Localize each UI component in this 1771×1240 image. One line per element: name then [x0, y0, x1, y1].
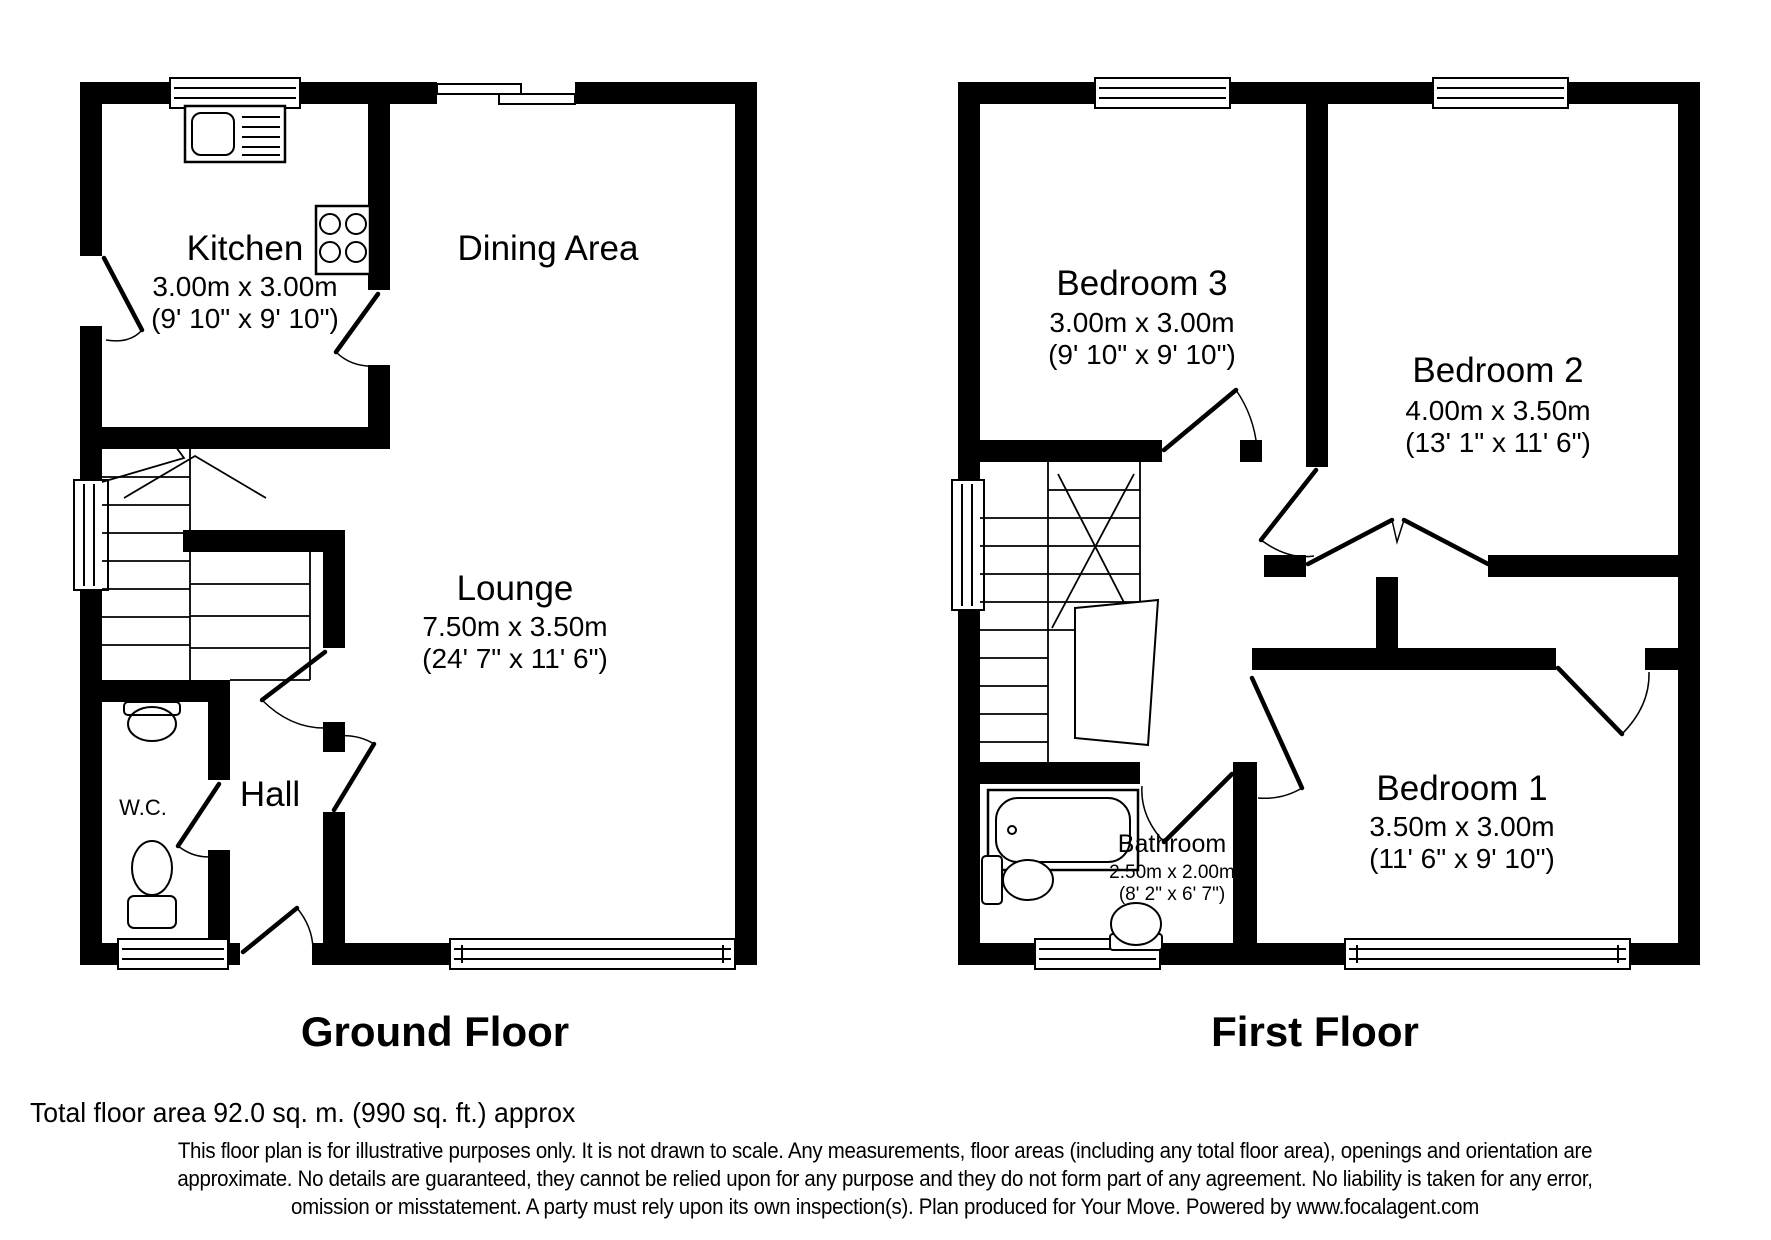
stairs-door — [262, 652, 325, 728]
hall-side-window — [74, 480, 108, 590]
bathroom-metric: 2.50m x 2.00m — [1109, 862, 1235, 883]
bath — [988, 790, 1138, 870]
bedroom2-metric: 4.00m x 3.50m — [1405, 395, 1591, 426]
ground-floor-plan — [74, 78, 757, 1055]
front-door — [243, 908, 313, 952]
ground-floor-walls — [80, 82, 757, 965]
bedroom2-imperial: (13' 1" x 11' 6") — [1405, 427, 1591, 458]
kitchen-metric: 3.00m x 3.00m — [152, 271, 338, 302]
dining-label — [458, 229, 639, 268]
lounge-metric: 7.50m x 3.50m — [422, 611, 608, 642]
wc-window — [118, 939, 228, 969]
disclaimer-line-3: omission or misstatement. A party must rely upon its own inspection(s). Plan produced for Your Move. Powered by www.focalagent.com — [291, 1194, 1479, 1220]
wc-name: W.C. — [119, 795, 167, 820]
bedroom2-window — [1433, 78, 1568, 108]
wc-toilet — [128, 841, 176, 928]
back-door — [104, 258, 142, 341]
kitchen-label — [151, 229, 339, 334]
disclaimer-line-1: This floor plan is for illustrative purposes only. It is not drawn to scale. Any measurements, floor areas (including any total floor area), openings and orientation are — [177, 1138, 1593, 1164]
bathroom-imperial: (8' 2" x 6' 7") — [1118, 884, 1226, 905]
first-floor-plan — [952, 78, 1700, 1055]
bedroom2-door — [1261, 470, 1316, 557]
bathroom-basin — [1110, 903, 1162, 950]
kitchen-sink — [185, 106, 285, 162]
bedroom1-label — [1369, 769, 1555, 874]
bedroom1-metric: 3.50m x 3.00m — [1369, 811, 1555, 842]
dining-patio-door — [437, 82, 575, 104]
bedroom1-door — [1252, 678, 1302, 798]
cupboard-double-doors — [1308, 520, 1488, 564]
first-floor-stairs — [980, 462, 1158, 762]
bedroom1-imperial: (11' 6" x 9' 10") — [1369, 843, 1555, 874]
kitchen-imperial: (9' 10" x 9' 10") — [151, 303, 339, 334]
bedroom3-metric: 3.00m x 3.00m — [1049, 307, 1235, 338]
lounge-label — [422, 569, 608, 674]
first-floor-title: First Floor — [1211, 1008, 1419, 1055]
total-floor-area: Total floor area 92.0 sq. m. (990 sq. ft.) approx — [30, 1096, 576, 1129]
kitchen-window — [170, 78, 300, 108]
ground-floor-stairs — [102, 440, 310, 680]
hall-label — [240, 775, 300, 814]
bathroom-label — [1109, 830, 1235, 905]
bathroom-name: Bathroom — [1117, 830, 1227, 858]
bedroom2-name: Bedroom 2 — [1412, 351, 1584, 390]
bedroom1-window — [1345, 939, 1630, 969]
dining-name: Dining Area — [457, 229, 639, 268]
bedroom1-name: Bedroom 1 — [1376, 769, 1548, 808]
wc-door — [178, 784, 219, 857]
lounge-name: Lounge — [456, 569, 574, 608]
bedroom3-imperial: (9' 10" x 9' 10") — [1048, 339, 1236, 370]
wc-label — [119, 795, 167, 820]
landing-window — [952, 480, 984, 610]
bathroom-toilet — [982, 856, 1053, 904]
lounge-imperial: (24' 7" x 11' 6") — [422, 643, 608, 674]
disclaimer-line-2: approximate. No details are guaranteed, they cannot be relied upon for any purpose and they do not form part of any agreement. No liability is taken for any error, — [177, 1166, 1593, 1192]
kitchen-door — [336, 294, 378, 366]
hob — [316, 206, 370, 274]
lobby-door — [1558, 668, 1649, 734]
wc-basin — [124, 702, 180, 741]
ground-floor-title: Ground Floor — [300, 1008, 570, 1055]
bedroom3-window — [1095, 78, 1230, 108]
bedroom3-name: Bedroom 3 — [1056, 264, 1228, 303]
lounge-window — [450, 939, 735, 969]
bedroom3-label — [1048, 264, 1236, 370]
footer — [30, 1096, 1593, 1219]
bedroom2-label — [1405, 351, 1591, 458]
kitchen-name: Kitchen — [186, 229, 304, 268]
hall-name: Hall — [239, 775, 301, 814]
